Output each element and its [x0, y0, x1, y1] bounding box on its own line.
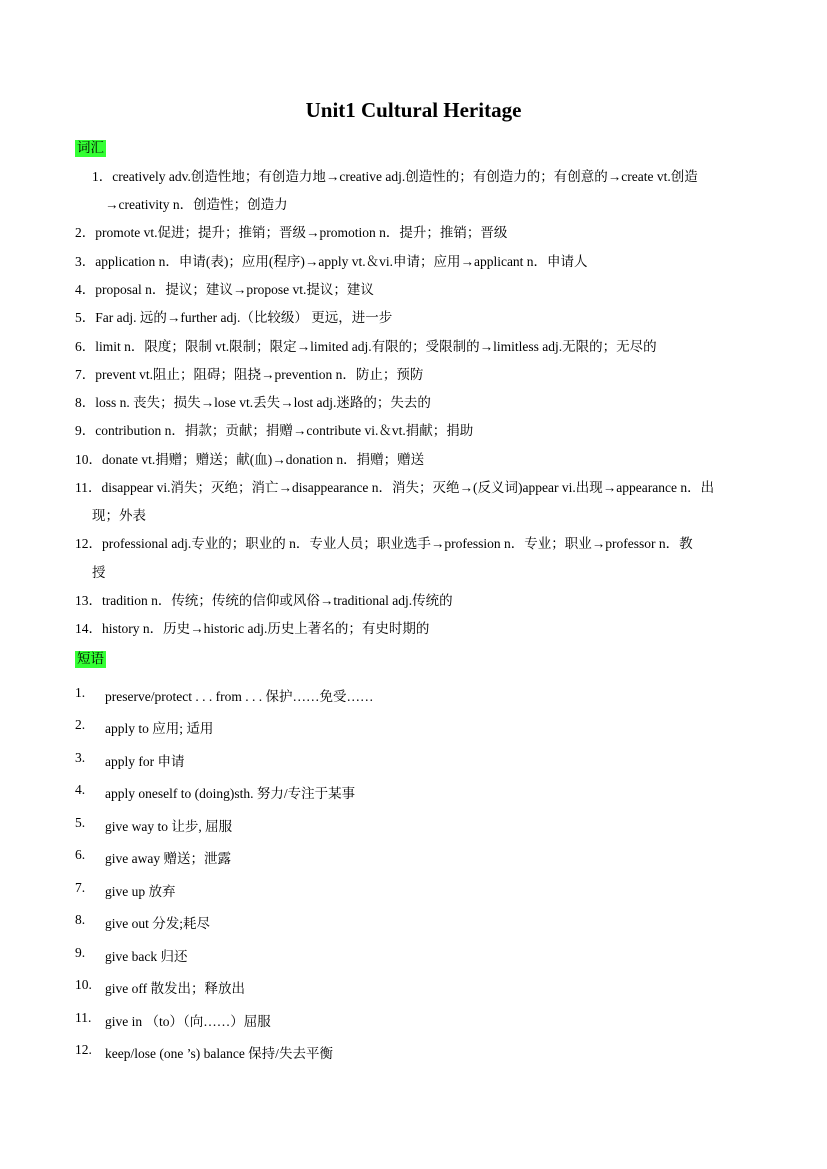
phrase-text: apply oneself to (doing)sth. 努力/专注于某事: [105, 786, 356, 801]
phrase-number: 8.: [75, 912, 86, 927]
vocab-item-3: 3．application n．申请(表)；应用(程序)→apply vt.＆vi.申请；应用→applicant n．申请人: [75, 254, 588, 269]
vocab-item-9: 9．contribution n．捐款；贡献；捐赠→contribute vi.＆vt.捐献；捐助: [75, 423, 474, 438]
phrase-number: 5.: [75, 815, 86, 830]
page-title: Unit1 Cultural Heritage: [305, 98, 522, 122]
phrase-number: 10.: [75, 977, 92, 992]
phrase-number: 11.: [75, 1010, 92, 1025]
vocab-item-8: 8．loss n. 丧失；损失→lose vt.丢失→lost adj.迷路的；失去的: [75, 395, 431, 410]
vocab-item-7: 7．prevent vt.阻止；阻碍；阻挠→prevention n．防止；预防: [75, 367, 424, 382]
phrase-number: 2.: [75, 717, 86, 732]
phrase-text: give in （to）（向……）屈服: [105, 1014, 271, 1029]
phrase-text: keep/lose (one ’s) balance 保持/失去平衡: [105, 1046, 333, 1061]
phrase-text: give up 放弃: [105, 884, 176, 899]
vocab-item-10: 10．donate vt.捐赠；赠送；献(血)→donation n．捐赠；赠送: [75, 452, 425, 467]
vocab-item-1: 1．creatively adv.创造性地；有创造力地→creative adj.创造性的；有创造力的；有创意的→create vt.创造: [92, 169, 698, 184]
phrase-text: give off 散发出；释放出: [105, 981, 245, 996]
vocab-item-11: 11．disappear vi.消失；灭绝；消亡→disappearance n．消失；灭绝→(反义词)appear vi.出现→appearance n．出: [75, 480, 715, 495]
vocab-item-4: 4．proposal n．提议；建议→propose vt.提议；建议: [75, 282, 374, 297]
phrase-number: 12.: [75, 1042, 92, 1057]
phrase-number: 4.: [75, 782, 86, 797]
vocab-item-2: 2．promote vt.促进；提升；推销；晋级→promotion n．提升；推销；晋级: [75, 225, 508, 240]
section-label-phrases: 短语: [77, 651, 104, 667]
phrase-number: 9.: [75, 945, 86, 960]
phrase-number: 7.: [75, 880, 86, 895]
vocab-item-12: 12．professional adj.专业的；职业的 n．专业人员；职业选手→profession n．专业；职业→professor n．教: [75, 536, 693, 551]
section-label-vocab: 词汇: [77, 140, 104, 156]
vocab-item-1-cont: →creativity n．创造性；创造力: [105, 197, 288, 212]
phrase-text: give away 赠送；泄露: [105, 851, 231, 866]
vocab-item-11-cont: 现；外表: [92, 508, 146, 523]
vocab-item-12-cont: 授: [92, 565, 106, 580]
phrase-text: give back 归还: [105, 949, 188, 964]
vocab-item-14: 14．history n．历史→historic adj.历史上著名的；有史时期的: [75, 621, 430, 636]
phrase-number: 6.: [75, 847, 86, 862]
phrase-number: 1.: [75, 685, 86, 700]
vocab-item-13: 13．tradition n．传统；传统的信仰或风俗→traditional adj.传统的: [75, 593, 453, 608]
phrase-text: apply for 申请: [105, 754, 185, 769]
phrase-number: 3.: [75, 750, 86, 765]
phrase-text: apply to 应用; 适用: [105, 721, 214, 736]
vocab-item-6: 6．limit n．限度；限制 vt.限制；限定→limited adj.有限的；受限制的→limitless adj.无限的；无尽的: [75, 339, 657, 354]
phrase-text: give out 分发;耗尽: [105, 916, 210, 931]
vocab-item-5: 5．Far adj. 远的→further adj.（比较级） 更远，进一步: [75, 310, 393, 325]
phrase-text: give way to 让步, 屈服: [105, 819, 233, 834]
phrase-text: preserve/protect . . . from . . . 保护……免受……: [105, 689, 374, 704]
